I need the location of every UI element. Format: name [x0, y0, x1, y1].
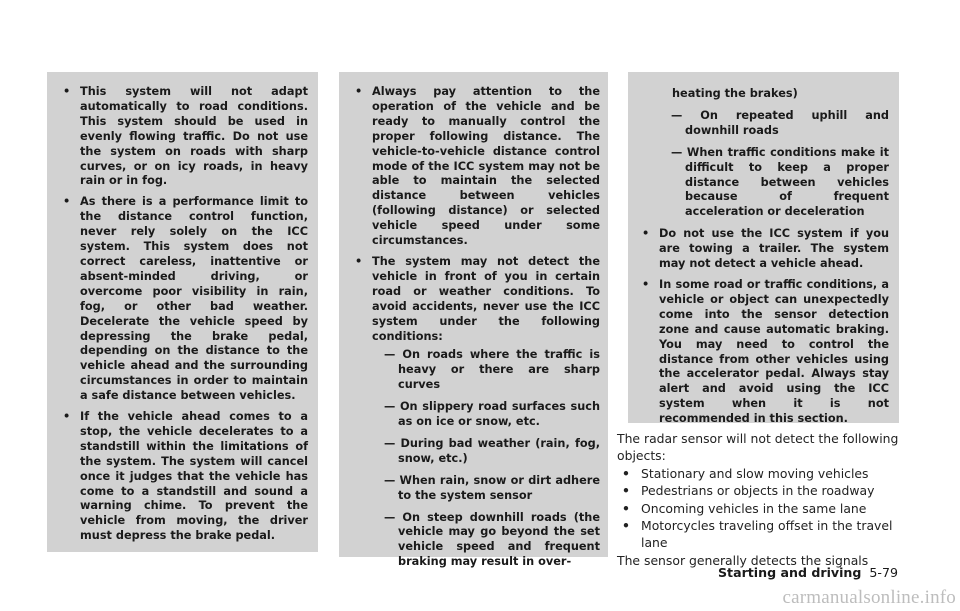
list-item: • Oncoming vehicles in the same lane — [622, 500, 867, 516]
bullet-icon: • — [642, 227, 650, 241]
section-title: Starting and driving — [717, 565, 862, 580]
warning-box-right — [628, 72, 899, 426]
conditions-list-continued — [637, 109, 889, 220]
body-text — [617, 430, 902, 569]
warning-list-left — [58, 85, 308, 544]
condition-item: — On steep downhill roads (the vehicle may go beyond the set vehicle speed and frequent braking may result in over- — [384, 510, 600, 569]
warning-item: • The system may not detect the vehicle in front of you in certain road or weather conditions. To avoid accidents, never use the ICC system under the following conditions: — On roads where the traffic is heavy or there are sharp curves — On slippery road surfaces such as on ice or snow, etc. — During bad weather (rain, fog, snow, etc.) — When rain, snow or dirt adhere to the system sensor — On steep downhill roads (the vehicle may go beyond the set vehicle speed and frequent braking may result in over- — [355, 254, 600, 569]
bullet-icon: • — [642, 277, 650, 291]
warning-item: • Do not use the ICC system if you are towing a trailer. The system may not detect a vehicle ahead. — [642, 227, 889, 271]
page-footer — [718, 565, 898, 580]
warning-box-left — [47, 72, 318, 552]
warning-item: • If the vehicle ahead comes to a stop, the vehicle decelerates to a standstill within the limitations of the system. The system will cancel once it judges that the vehicle has come to a standstill and sound a warning chime. To prevent the vehicle from moving, the driver must depress the brake pedal. — [63, 410, 308, 543]
bullet-icon: • — [622, 500, 630, 516]
condition-item: — On slippery road surfaces such as on ice or snow, etc. — [384, 400, 600, 429]
body-trailing: The sensor generally detects the signals — [617, 552, 869, 568]
bullet-icon: • — [63, 85, 71, 98]
bullet-icon: • — [622, 465, 630, 481]
bullet-icon: • — [622, 518, 630, 534]
warning-item: • This system will not adapt automatically to road conditions. This system should be used in evenly flowing traffic. Do not use the system on roads with sharp curves, or on icy roads, in heavy rain or in fog. — [63, 85, 308, 188]
condition-item: — During bad weather (rain, fog, snow, etc.) — [384, 436, 600, 465]
conditions-list — [372, 348, 600, 570]
warning-item: • As there is a performance limit to the distance control function, never rely solely on the ICC system. This system does not correct careless, inattentive or absent-minded driving, or overcome poor visibility in rain, fog, or other bad weather. Decelerate the vehicle speed by depressing the brake pedal, depending on the distance to the vehicle ahead and the surrounding circumstances in order to maintain a safe distance between vehicles. — [63, 195, 308, 403]
list-item: • Motorcycles traveling offset in the travel lane — [622, 518, 893, 551]
warning-list-right — [637, 227, 889, 427]
condition-item: — When rain, snow or dirt adhere to the system sensor — [384, 473, 600, 502]
bullet-icon: • — [63, 195, 71, 209]
condition-item: — On repeated uphill and downhill roads — [671, 108, 889, 137]
list-item: • Pedestrians or objects in the roadway — [622, 483, 875, 499]
bullet-icon: • — [355, 85, 363, 98]
page-number: 5-79 — [869, 565, 898, 580]
bullet-icon: • — [63, 410, 71, 424]
bullet-icon: • — [622, 483, 630, 499]
warning-item: • Always pay attention to the operation of the vehicle and be ready to manually control the proper following distance. The vehicle-to-vehicle distance control mode of the ICC system may not be able to maintain the selected distance between vehicles (following distance) or selected vehicle speed under some circumstances. — [355, 85, 600, 248]
condition-item: — On roads where the traffic is heavy or there are sharp curves — [384, 348, 600, 392]
list-item: • Stationary and slow moving vehicles — [622, 465, 869, 481]
undetected-objects-list — [617, 465, 902, 552]
condition-item: — When traffic conditions make it difficult to keep a proper distance between vehicles because of frequent acceleration or deceleration — [671, 145, 889, 219]
warning-item: • In some road or traffic conditions, a vehicle or object can unexpectedly come into the sensor detection zone and cause automatic braking. You may need to control the distance from other vehicles using the accelerator pedal. Always stay alert and avoid using the ICC system when it is not recommended in this section. — [642, 277, 889, 426]
warning-box-middle — [339, 72, 608, 569]
condition-continuation: heating the brakes) — [672, 87, 798, 100]
warning-list-middle — [350, 85, 600, 570]
body-intro: The radar sensor will not detect the following objects: — [617, 431, 899, 464]
watermark: carmanualsonline.info — [782, 587, 956, 608]
bullet-icon: • — [355, 254, 363, 268]
